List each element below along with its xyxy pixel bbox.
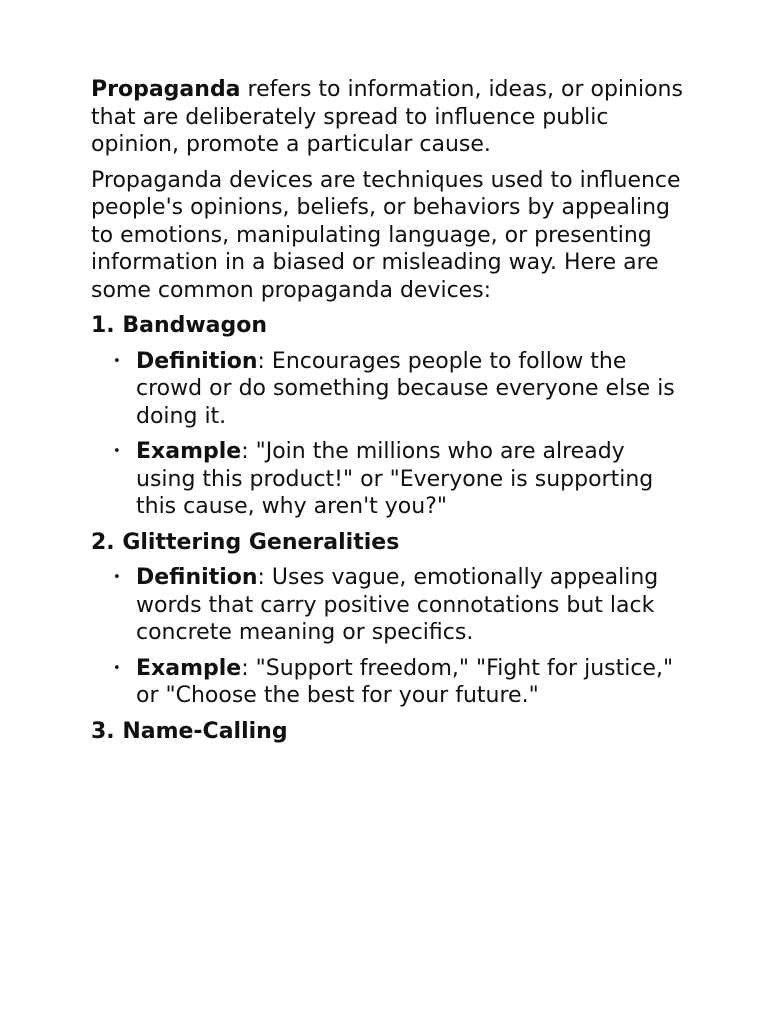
bullet-icon: • xyxy=(113,444,121,459)
section-heading: 2. Glittering Generalities xyxy=(91,529,400,555)
section-heading: 1. Bandwagon xyxy=(91,313,268,338)
item-text: : Uses vague, emotionally appealing words that carry positive connotations but lack concrete meaning or specifics. xyxy=(136,565,659,645)
item-label: Example xyxy=(136,439,242,464)
section-heading: 3. Name-Calling xyxy=(91,718,288,744)
item-label: Example xyxy=(136,655,242,681)
list-item xyxy=(91,564,691,647)
bullet-icon: • xyxy=(113,570,121,585)
bullet-list xyxy=(91,564,691,710)
bullet-icon: • xyxy=(113,353,121,369)
devices-intro-paragraph: Propaganda devices are techniques used to influence people's opinions, beliefs, or behaviors by appealing to emotions, manipulating language, or presenting information in a biased or misleading way. Here are some common propaganda devices: xyxy=(91,167,681,303)
list-item xyxy=(91,348,691,431)
list-item xyxy=(91,438,691,521)
document-page xyxy=(91,76,691,753)
item-label: Definition xyxy=(136,565,258,590)
item-label: Definition xyxy=(136,348,258,374)
section-glittering-generalities xyxy=(91,529,691,710)
term-propaganda: Propaganda xyxy=(91,77,241,102)
intro-definition: refers to information, ideas, or opinions that are deliberately spread to influence public opinion, promote a particular cause. xyxy=(91,77,683,157)
section-bandwagon xyxy=(91,312,691,521)
item-text: : "Join the millions who are already using this product!" or "Everyone is supporting this cause, why aren't you?" xyxy=(136,439,654,519)
item-text: : "Support freedom," "Fight for justice," or "Choose the best for your future." xyxy=(136,655,674,708)
bullet-list xyxy=(91,348,691,521)
bullet-icon: • xyxy=(113,660,121,676)
list-item xyxy=(91,655,691,710)
item-text: : Encourages people to follow the crowd or do something because everyone else is doing it. xyxy=(136,348,675,429)
intro-paragraph xyxy=(91,76,691,159)
section-name-calling xyxy=(91,718,691,746)
